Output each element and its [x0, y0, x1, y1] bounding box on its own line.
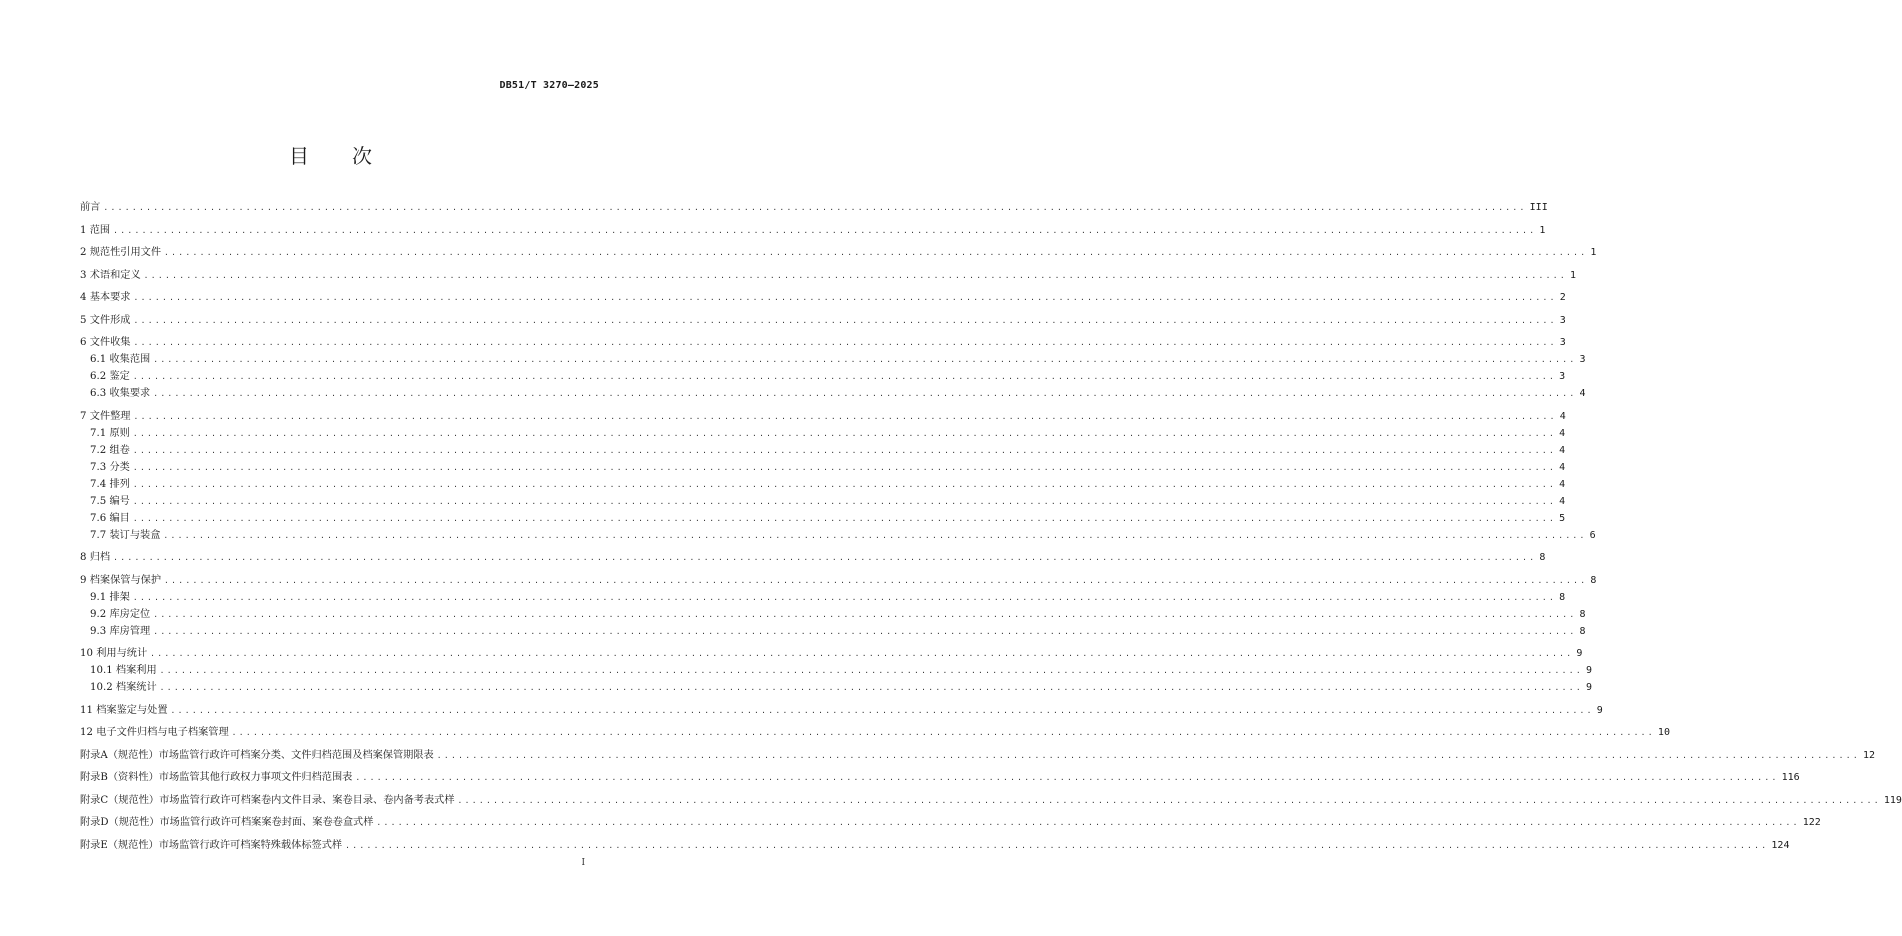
- toc-entry-label: 1 范围: [80, 224, 111, 236]
- toc-entry-page: 4: [1559, 461, 1566, 473]
- dot-leader: ........................................................................................................................................................................................................: [132, 445, 1557, 455]
- toc-entry-page: 8: [1590, 574, 1597, 586]
- toc-subentry[interactable]: [80, 623, 1586, 640]
- toc-entry-label: 9.2 库房定位: [90, 608, 151, 620]
- toc-entry-label: 6.1 收集范围: [90, 354, 151, 365]
- toc-entry-page: 3: [1579, 354, 1586, 365]
- toc-entry[interactable]: [80, 267, 1576, 284]
- dot-leader: ........................................................................................................................................................................................................: [159, 666, 1583, 675]
- toc-subentry[interactable]: [80, 679, 1592, 696]
- toc-entry[interactable]: [80, 702, 1603, 719]
- toc-entry-page: 8: [1559, 591, 1566, 603]
- toc-entry-page: 8: [1579, 625, 1586, 637]
- toc-entry-label: 6.2 鉴定: [90, 371, 130, 382]
- toc-entry-label: 7.1 原则: [90, 427, 130, 439]
- toc-entry[interactable]: [80, 769, 1800, 786]
- dot-leader: ........................................................................................................................................................................................................: [163, 530, 1587, 540]
- toc-subentry[interactable]: [80, 510, 1566, 527]
- toc-entry-label: 7.4 排列: [90, 478, 130, 490]
- toc-entry-label: 7.5 编号: [90, 495, 130, 507]
- toc-subentry[interactable]: [80, 493, 1566, 510]
- toc-entry-label: 7 文件整理: [80, 410, 131, 422]
- toc-entry-page: 5: [1559, 512, 1566, 524]
- dot-leader: ........................................................................................................................................................................................................: [376, 818, 1800, 827]
- toc-entry-page: III: [1529, 202, 1548, 213]
- toc-entry[interactable]: [80, 814, 1821, 831]
- dot-leader: ........................................................................................................................................................................................................: [133, 338, 1557, 347]
- toc-entry-label: 11 档案鉴定与处置: [80, 704, 168, 716]
- toc-subentry[interactable]: [80, 442, 1566, 459]
- toc-entry-page: 9: [1585, 665, 1592, 676]
- toc-entry[interactable]: [80, 837, 1790, 854]
- toc-entry-label: 5 文件形成: [80, 314, 131, 326]
- toc-subentry[interactable]: [80, 425, 1566, 442]
- dot-leader: ........................................................................................................................................................................................................: [170, 705, 1594, 715]
- toc-entry-page: 4: [1559, 495, 1566, 507]
- dot-leader: ........................................................................................................................................................................................................: [355, 773, 1779, 782]
- toc-entry-label: 附录D（规范性）市场监管行政许可档案案卷封面、案卷卷盒式样: [80, 817, 374, 828]
- toc-entry-label: 7.3 分类: [90, 461, 130, 473]
- toc-entry-page: 122: [1802, 817, 1821, 828]
- toc-subentry[interactable]: [80, 385, 1586, 402]
- dot-leader: ........................................................................................................................................................................................................: [132, 592, 1557, 602]
- toc-subentry[interactable]: [80, 351, 1586, 368]
- toc-entry[interactable]: [80, 199, 1548, 216]
- page-title: [0, 140, 662, 169]
- dot-leader: ........................................................................................................................................................................................................: [164, 575, 1588, 585]
- toc-entry[interactable]: [80, 289, 1566, 306]
- toc-entry-label: 3 术语和定义: [80, 269, 141, 281]
- toc-entry-page: 4: [1559, 444, 1566, 456]
- toc-entry[interactable]: [80, 792, 1902, 809]
- toc-entry-page: 10: [1657, 727, 1670, 738]
- dot-leader: ........................................................................................................................................................................................................: [132, 462, 1557, 472]
- dot-leader: ........................................................................................................................................................................................................: [103, 203, 1527, 212]
- toc-entry-page: 9: [1576, 648, 1583, 659]
- page-number: I: [581, 858, 585, 868]
- toc-subentry[interactable]: [80, 368, 1566, 385]
- toc-entry-page: 8: [1539, 552, 1546, 563]
- toc-entry-page: 119: [1883, 794, 1902, 806]
- dot-leader: ........................................................................................................................................................................................................: [345, 840, 1769, 850]
- dot-leader: ........................................................................................................................................................................................................: [153, 355, 1577, 364]
- toc-entry[interactable]: [80, 334, 1566, 351]
- toc-entry[interactable]: [80, 222, 1546, 239]
- toc-subentry[interactable]: [80, 459, 1566, 476]
- dot-leader: ........................................................................................................................................................................................................: [133, 411, 1557, 421]
- toc-entry-page: 1: [1569, 269, 1576, 281]
- dot-leader: ........................................................................................................................................................................................................: [153, 609, 1577, 619]
- toc-entry[interactable]: [80, 244, 1597, 261]
- dot-leader: ........................................................................................................................................................................................................: [231, 728, 1655, 737]
- title-part-2: 次: [352, 144, 373, 168]
- dot-leader: ........................................................................................................................................................................................................: [113, 553, 1537, 562]
- toc-subentry[interactable]: [80, 527, 1596, 544]
- dot-leader: ........................................................................................................................................................................................................: [153, 626, 1577, 636]
- dot-leader: ........................................................................................................................................................................................................: [132, 428, 1557, 438]
- dot-leader: ........................................................................................................................................................................................................: [159, 683, 1583, 692]
- toc-entry-page: 3: [1559, 371, 1566, 382]
- toc-entry-label: 7.2 组卷: [90, 444, 130, 456]
- toc-entry-page: 124: [1771, 839, 1790, 851]
- dot-leader: ........................................................................................................................................................................................................: [132, 479, 1557, 489]
- title-part-1: 目: [289, 144, 310, 168]
- toc-entry-label: 4 基本要求: [80, 292, 131, 303]
- toc-entry-label: 前言: [80, 202, 101, 213]
- toc-entry[interactable]: [80, 572, 1597, 589]
- toc-entry-page: 4: [1559, 410, 1566, 422]
- toc-entry-page: 9: [1596, 704, 1603, 716]
- toc-entry-page: 8: [1579, 608, 1586, 620]
- standard-code: DB51/T 3270—2025: [499, 80, 599, 91]
- toc-entry[interactable]: [80, 724, 1670, 741]
- dot-leader: ........................................................................................................................................................................................................: [133, 315, 1557, 325]
- toc-entry-page: 4: [1559, 427, 1566, 439]
- dot-leader: ........................................................................................................................................................................................................: [150, 649, 1574, 658]
- toc-entry-label: 12 电子文件归档与电子档案管理: [80, 727, 229, 738]
- dot-leader: ........................................................................................................................................................................................................: [132, 496, 1557, 506]
- dot-leader: ........................................................................................................................................................................................................: [164, 248, 1588, 257]
- dot-leader: ........................................................................................................................................................................................................: [153, 389, 1577, 398]
- toc-entry-page: 116: [1781, 772, 1800, 783]
- toc-entry-page: 6: [1589, 529, 1596, 541]
- toc-entry-label: 2 规范性引用文件: [80, 247, 162, 258]
- toc-entry-label: 7.7 装订与装盒: [90, 529, 161, 541]
- toc-entry-page: 4: [1579, 388, 1586, 399]
- dot-leader: ........................................................................................................................................................................................................: [113, 225, 1537, 235]
- toc-entry-page: 3: [1559, 337, 1566, 348]
- toc-entry-page: 1: [1590, 247, 1597, 258]
- toc-entry-page: 4: [1559, 478, 1566, 490]
- toc-entry-label: 附录A（规范性）市场监管行政许可档案分类、文件归档范围及档案保管期限表: [80, 749, 434, 761]
- dot-leader: ........................................................................................................................................................................................................: [132, 513, 1557, 523]
- table-of-contents: [80, 199, 1902, 854]
- toc-entry-label: 9.1 排架: [90, 591, 130, 603]
- toc-entry-label: 10.2 档案统计: [90, 682, 157, 693]
- toc-subentry[interactable]: [80, 606, 1586, 623]
- toc-subentry[interactable]: [80, 476, 1566, 493]
- toc-entry[interactable]: [80, 747, 1876, 764]
- toc-subentry[interactable]: [80, 589, 1566, 606]
- toc-subentry[interactable]: [80, 662, 1592, 679]
- toc-entry-page: 1: [1539, 224, 1546, 236]
- toc-entry-label: 10.1 档案利用: [90, 665, 157, 676]
- toc-entry-label: 9 档案保管与保护: [80, 574, 162, 586]
- toc-entry-page: 2: [1559, 292, 1566, 303]
- toc-entry-label: 9.3 库房管理: [90, 625, 151, 637]
- toc-entry-page: 12: [1863, 749, 1876, 761]
- toc-entry[interactable]: [80, 312, 1566, 329]
- toc-entry-page: 9: [1585, 682, 1592, 693]
- toc-entry[interactable]: [80, 549, 1546, 566]
- toc-entry-label: 附录E（规范性）市场监管行政许可档案特殊载体标签式样: [80, 839, 343, 851]
- toc-entry-label: 附录C（规范性）市场监管行政许可档案卷内文件目录、案卷目录、卷内备考表式样: [80, 794, 455, 806]
- toc-entry-label: 6.3 收集要求: [90, 388, 151, 399]
- toc-entry-label: 8 归档: [80, 552, 111, 563]
- toc-entry-label: 附录B（资料性）市场监管其他行政权力事项文件归档范围表: [80, 772, 353, 783]
- dot-leader: ........................................................................................................................................................................................................: [457, 795, 1881, 805]
- toc-entry[interactable]: [80, 408, 1566, 425]
- dot-leader: ........................................................................................................................................................................................................: [133, 293, 1557, 302]
- dot-leader: ........................................................................................................................................................................................................: [436, 750, 1861, 760]
- toc-entry-label: 10 利用与统计: [80, 648, 148, 659]
- toc-entry[interactable]: [80, 645, 1583, 662]
- toc-entry-page: 3: [1559, 314, 1566, 326]
- toc-entry-label: 7.6 编目: [90, 512, 130, 524]
- dot-leader: ........................................................................................................................................................................................................: [143, 270, 1567, 280]
- dot-leader: ........................................................................................................................................................................................................: [132, 372, 1557, 381]
- toc-entry-label: 6 文件收集: [80, 337, 131, 348]
